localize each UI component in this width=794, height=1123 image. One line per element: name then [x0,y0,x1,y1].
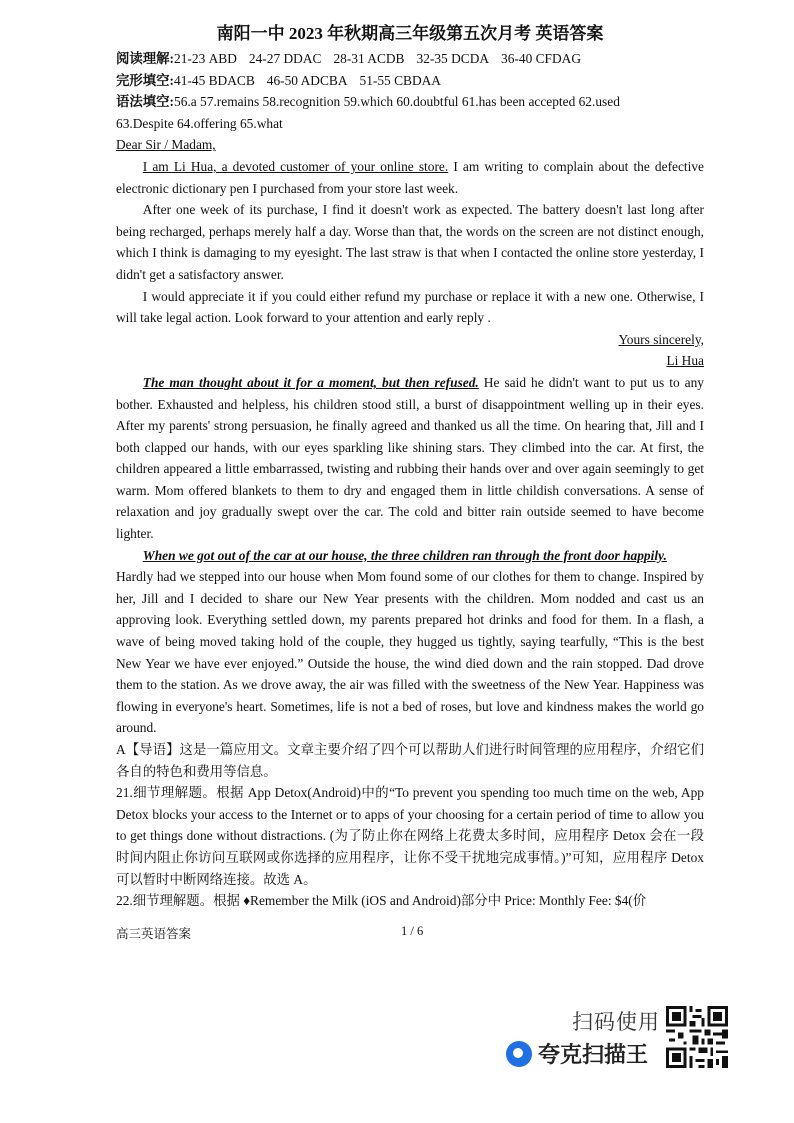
reading-group: 36-40 CFDAG [501,51,582,66]
grammar-label: 语法填空: [116,94,175,110]
letter-paragraph-3: I would appreciate it if you could either refund my purchase or replace it with a new one. Otherwise, I will take legal action. Look forward to your attention and early reply . [116,288,704,326]
story-lead-sentence-1: The man thought about it for a moment, but then refused. [142,374,479,390]
scanner-brand-name: 夸克扫描王 [538,1043,649,1068]
story-paragraph-2: Hardly had we stepped into our house when Mom found some of our clothes for them to change. Inspired by her, Jill and I decided to share our New Year presents with the children. Mom nodded and cast us an approving look. Everything settled down, my parents prepared hot drinks and food for them. In a flash, a wave of being moved taking hold of the couple, they hugged us tightly, saying tearfully, “This is the best New Year we have ever enjoyed.” Outside the house, the wind died down and the rain stopped. Dad drove them to the station. As we drove away, the air was filled with the sweetness of the New Year. Happiness was flowing in everyone's heart. Sometimes, life is not a bed of roses, but love and kindness makes the world go around. [116,569,704,736]
reading-group: 32-35 DCDA [416,51,490,66]
grammar-line-1: 56.a 57.remains 58.recognition 59.which 60.doubtful 61.has been accepted 62.used [174,94,620,110]
page-number: 1 / 6 [401,924,424,938]
explain-q22: 22.细节理解题。根据 ♦Remember the Milk (iOS and Android)部分中 Price: Monthly Fee: $4(价 [116,893,647,909]
letter-closing: Yours sincerely, [618,331,704,347]
story-lead-2 [116,545,704,567]
explain-q21: 21.细节理解题。根据 App Detox(Android)中的“To prevent you spending too much time on the web, App Detox blocks your access to the Internet or to apps of your choosing for a certain period of time to allow you to get things done without distractions. (为了防止你在网络上花费太多时间，应用程序 Detox 会在一段时间内阻止你访问互联网或你选择的应用程序，让你不受干扰地完成事情。)”可知，应用程序 Detox 可以暂时中断网络连接。故选 A。 [116,785,704,887]
grammar-answers-line-2: 63.Despite 64.offering 65.what [116,115,283,131]
scan-use-text: 扫码使用 [572,1010,660,1034]
story-lead-sentence-2: When we got out of the car at our house, the three children ran through the front door happily. [142,547,667,563]
cloze-answers [116,70,704,92]
grammar-answers [116,91,704,113]
quark-logo-icon [506,1041,532,1067]
page-title: 南阳一中 2023 年秋期高三年级第五次月考 英语答案 [216,24,604,43]
story-paragraph-1 [116,372,704,545]
letter-salutation: Dear Sir / Madam, [116,137,216,153]
cloze-group: 51-55 CBDAA [359,72,441,88]
reading-group: 28-31 ACDB [333,51,405,66]
cloze-group: 46-50 ADCBA [266,72,348,88]
letter-paragraph-1-rest: I am writing to complain about the defective electronic dictionary pen I purchased from your store last week. [116,158,704,196]
footer-label: 高三英语答案 [116,927,192,941]
story-paragraph-1-rest: He said he didn't want to put us to any bother. Exhausted and helpless, his children stood still, a burst of disappointment welling up in their eyes. After my parents' strong persuasion, he finally agreed and thanked us all the time. On hearing that, Jill and I both clapped our hands, with our eyes sparkling like shining stars. They climbed into the car. At first, the children appeared a little embarrassed, twisting and rubbing their hands over and over again seemingly to get warm. Mom offered blankets to them to dry and engaged them in little childish conversations. A sense of relaxation and joy gradually swept over the car. The cold and bitter rain outside seemed to have become lighter. [116,374,705,542]
reading-group: 21-23 ABD [174,51,237,66]
explain-intro: A【导语】这是一篇应用文。文章主要介绍了四个可以帮助人们进行时间管理的应用程序，介绍它们各自的特色和费用等信息。 [116,742,704,779]
letter-paragraph-2: After one week of its purchase, I find it doesn't work as expected. The battery doesn't last long after being recharged, perhaps merely half a day. Worse than that, the words on the screen are not distinct enough, which I think is damaging to my eyesight. The last straw is that when I contacted the online store yesterday, I didn't get a satisfactory answer. [116,202,704,282]
scanner-brand [506,1038,648,1069]
letter-paragraph-1 [116,156,704,199]
reading-answers [116,48,704,70]
reading-group: 24-27 DDAC [248,51,322,66]
scanner-watermark [506,1006,726,1070]
cloze-label: 完形填空: [116,72,175,88]
qr-code-icon [666,1006,728,1068]
letter-signature: Li Hua [666,353,704,369]
cloze-group: 41-45 BDACB [174,72,255,88]
reading-label: 阅读理解: [116,51,175,66]
answer-sheet [116,22,704,912]
letter-opening-sentence: I am Li Hua, a devoted customer of your online store. [142,158,449,174]
